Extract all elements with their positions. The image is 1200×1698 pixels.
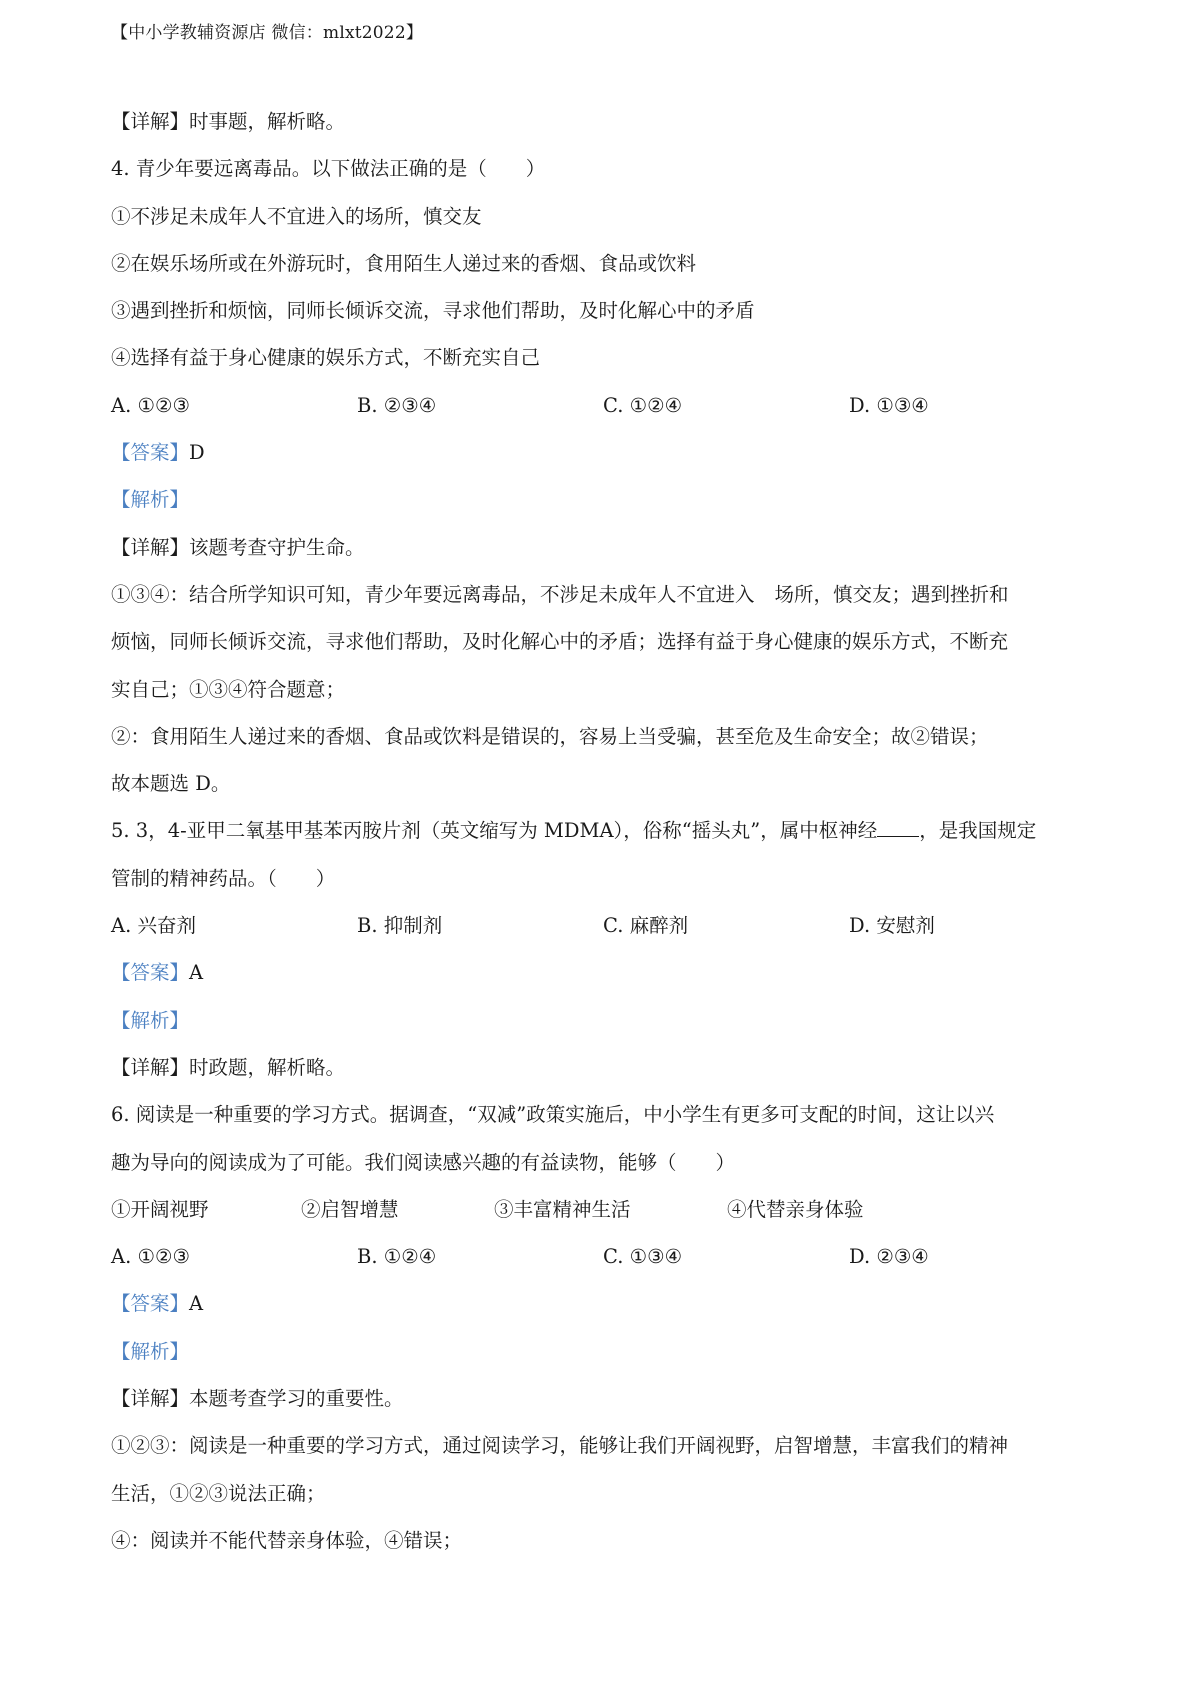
q5-option-c: C. 麻醉剂 <box>603 914 689 938</box>
q4-detail-intro: 该题考查守护生命。 <box>189 535 365 559</box>
q5-option-b: B. 抑制剂 <box>357 914 443 938</box>
answer-label: 【答案】 <box>111 441 190 465</box>
q4-options <box>111 382 1097 429</box>
q6-stem-line-1: 6. 阅读是一种重要的学习方式。据调查，“双减”政策实施后，中小学生有更多可支配的时间，这让以兴 <box>111 1103 995 1127</box>
q4-item-2: ②在娱乐场所或在外游玩时，食用陌生人递过来的香烟、食品或饮料 <box>111 251 697 275</box>
q6-stem-line-2: 趣为导向的阅读成为了可能。我们阅读感兴趣的有益读物，能够（ ） <box>111 1150 736 1174</box>
q5-stem-part-a: 5. 3，4-亚甲二氧基甲基苯丙胺片剂（英文缩写为 MDMA），俗称“摇头丸”，属中枢神经 <box>111 819 878 843</box>
q6-answer-value: A <box>189 1292 204 1316</box>
q5-detail-text: 时政题，解析略。 <box>189 1055 346 1079</box>
q4-detail-part-a: ①③④：结合所学知识可知，青少年要远离毒品，不涉足未成年人不宜进入 <box>111 582 755 606</box>
q6-detail-intro: 本题考查学习的重要性。 <box>189 1387 404 1411</box>
q4-item-1: ①不涉足未成年人不宜进入的场所，慎交友 <box>111 204 482 228</box>
q4-detail-line-3: 实自己；①③④符合题意； <box>111 677 346 701</box>
q6-item-2: ②启智增慧 <box>301 1197 399 1221</box>
q4-item-3: ③遇到挫折和烦恼，同师长倾诉交流，寻求他们帮助，及时化解心中的矛盾 <box>111 299 755 323</box>
q5-answer-value: A <box>189 961 204 985</box>
q4-analysis-label: 【解析】 <box>111 488 190 512</box>
q4-option-d: D. ①③④ <box>849 393 929 417</box>
q4-option-c: C. ①②④ <box>603 393 683 417</box>
q6-options <box>111 1233 1097 1280</box>
document-body <box>111 98 1097 1564</box>
q4-detail-intro-line <box>111 524 1097 571</box>
q6-items <box>111 1186 1097 1233</box>
q4-item-4: ④选择有益于身心健康的娱乐方式，不断充实自己 <box>111 346 541 370</box>
q4-detail-part-b: 场所，慎交友；遇到挫折和 <box>774 582 1009 606</box>
detail-label: 【详解】 <box>111 535 190 559</box>
prev-detail-text: 时事题，解析略。 <box>189 110 346 133</box>
q5-stem-part-b: ，是我国规定 <box>919 819 1037 843</box>
q4-answer-line <box>111 429 1097 476</box>
q5-option-a: A. 兴奋剂 <box>111 914 196 938</box>
q6-item-3: ③丰富精神生活 <box>494 1197 631 1221</box>
q5-option-d: D. 安慰剂 <box>849 914 935 938</box>
q5-analysis-label: 【解析】 <box>111 1008 190 1032</box>
q6-detail-line-1: ①②③：阅读是一种重要的学习方式，通过阅读学习，能够让我们开阔视野，启智增慧，丰富我们的精神 <box>111 1434 1009 1458</box>
q6-option-a: A. ①②③ <box>111 1245 190 1269</box>
q6-detail-intro-line <box>111 1375 1097 1422</box>
q6-analysis-label: 【解析】 <box>111 1339 190 1363</box>
q6-item-1: ①开阔视野 <box>111 1197 209 1221</box>
q6-option-d: D. ②③④ <box>849 1245 929 1269</box>
q5-detail-line <box>111 1044 1097 1091</box>
q4-detail-line-1 <box>111 571 1097 618</box>
q6-option-c: C. ①③④ <box>603 1245 683 1269</box>
q4-detail-line-4: ②：食用陌生人递过来的香烟、食品或饮料是错误的，容易上当受骗，甚至危及生命安全；故②错误； <box>111 724 989 748</box>
q6-detail-line-3: ④：阅读并不能代替亲身体验，④错误； <box>111 1528 463 1552</box>
detail-label: 【详解】 <box>111 1055 190 1079</box>
q6-option-b: B. ①②④ <box>357 1245 437 1269</box>
q5-answer-line <box>111 949 1097 996</box>
fill-in-blank <box>877 818 919 837</box>
q4-answer-value: D <box>189 441 205 465</box>
q4-option-b: B. ②③④ <box>357 393 437 417</box>
q5-stem-line-1 <box>111 807 1097 854</box>
q5-options <box>111 902 1097 949</box>
q6-item-4: ④代替亲身体验 <box>727 1197 864 1221</box>
detail-label: 【详解】 <box>111 110 190 133</box>
q6-detail-line-2: 生活，①②③说法正确； <box>111 1481 326 1505</box>
prev-detail-line <box>111 98 1097 145</box>
answer-label: 【答案】 <box>111 1292 190 1316</box>
source-watermark-note: 【中小学教辅资源店 微信：mlxt2022】 <box>111 23 424 43</box>
q4-detail-line-2: 烦恼，同师长倾诉交流，寻求他们帮助，及时化解心中的矛盾；选择有益于身心健康的娱乐方式，不断充 <box>111 630 1009 654</box>
answer-label: 【答案】 <box>111 961 190 985</box>
q5-stem-line-2: 管制的精神药品。（ ） <box>111 866 336 890</box>
q4-stem: 4. 青少年要远离毒品。以下做法正确的是（ ） <box>111 157 546 181</box>
q4-conclusion: 故本题选 D。 <box>111 772 231 796</box>
q4-option-a: A. ①②③ <box>111 393 190 417</box>
detail-label: 【详解】 <box>111 1387 190 1411</box>
q6-answer-line <box>111 1280 1097 1327</box>
